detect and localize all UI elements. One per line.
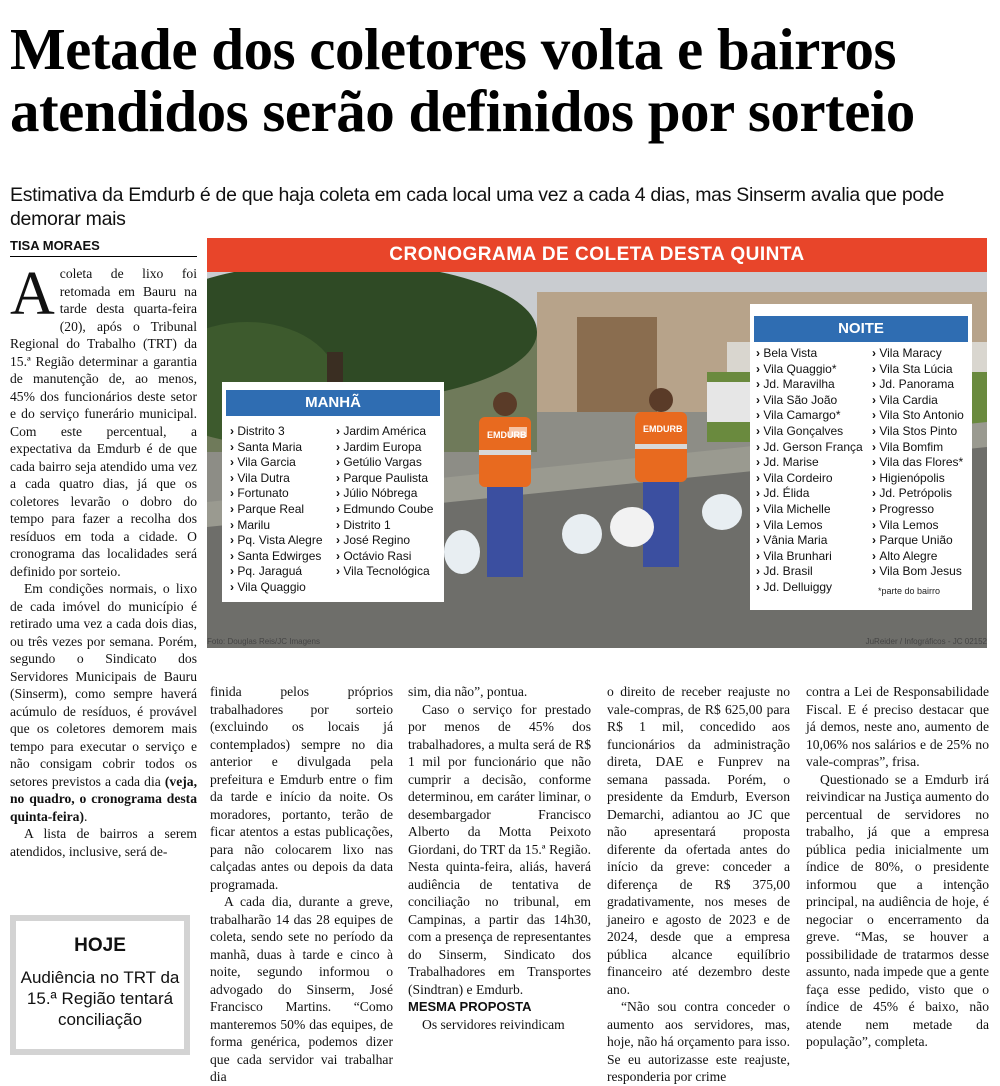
neighborhood-item: › Vila das Flores*	[872, 455, 964, 471]
neighborhood-item: › Vila Lemos	[756, 518, 863, 534]
neighborhood-item: › Jd. Gerson França	[756, 440, 863, 456]
neighborhood-item: › Parque Real	[230, 502, 323, 518]
neighborhood-item: › Jd. Delluiggy	[756, 580, 863, 596]
neighborhood-item: › Distrito 3	[230, 424, 323, 440]
paragraph: contra a Lei de Responsabilidade Fiscal. E é preciso destacar que já demos, neste ano, aumento de 10,06% nos salários e de 25% no vale-compras”, frisa.	[806, 684, 989, 769]
article-column-3	[408, 683, 591, 1033]
night-list-2	[872, 346, 964, 580]
credit-line	[207, 637, 987, 646]
morning-list-1	[230, 424, 323, 596]
paragraph: finida pelos próprios trabalhadores por sorteio (excluindo os locais já contemplados) sempre no dia anterior e divulgada pela prefeitura e Emdurb entre o fim da tarde e início da noite. Os moradores, portanto, terão de ficar atentos a estas publicações, para não colocarem lixo nas calçadas antes ou depois da data programada.	[210, 684, 393, 892]
morning-title: MANHÃ	[226, 390, 440, 416]
paragraph-end: .	[84, 808, 88, 824]
neighborhood-item: › Júlio Nóbrega	[336, 486, 433, 502]
night-list-1	[756, 346, 863, 596]
neighborhood-item: › Bela Vista	[756, 346, 863, 362]
article-column-4	[607, 683, 790, 1086]
neighborhood-item: › Parque União	[872, 533, 964, 549]
neighborhood-item: › Vila Michelle	[756, 502, 863, 518]
neighborhood-item: › Vila Maracy	[872, 346, 964, 362]
neighborhood-item: › Parque Paulista	[336, 471, 433, 487]
paragraph: Questionado se a Emdurb irá reivindicar na Justiça aumento do percentual de servidores no trabalho, já que a empresa pública pedia inicialmente um índice de 80%, o presidente informou que a intenção principal, na audiência de hoje, é negociar o encerramento da greve. “Mas, se houver a possibilidade de tratarmos desse assunto, nada impede que a gente faça esse pedido, visto que o índice de 45% é baixo, não atende nem metade da população”, completa.	[806, 771, 989, 1049]
neighborhood-item: › Santa Edwirges	[230, 549, 323, 565]
infographic-title: CRONOGRAMA DE COLETA DESTA QUINTA	[207, 238, 987, 272]
neighborhood-item: › Jardim América	[336, 424, 433, 440]
neighborhood-item: › Vila Bom Jesus	[872, 564, 964, 580]
uniform-text: EMDURB	[487, 430, 527, 440]
neighborhood-item: › Vila Cordeiro	[756, 471, 863, 487]
photo-credit: Foto: Douglas Reis/JC Imagens	[207, 637, 320, 646]
article-column-1	[10, 260, 197, 860]
neighborhood-item: › Jd. Élida	[756, 486, 863, 502]
morning-schedule-card	[222, 382, 444, 602]
neighborhood-item: › Vila Tecnológica	[336, 564, 433, 580]
night-schedule-card	[750, 304, 972, 610]
neighborhood-item: › Higienópolis	[872, 471, 964, 487]
paragraph: sim, dia não”, pontua.	[408, 684, 528, 699]
night-title: NOITE	[754, 316, 968, 342]
paragraph: A cada dia, durante a greve, trabalharão 14 das 28 equipes de coleta, sendo sete no período da manhã, duas à tarde e cinco à noite, segundo informou o advogado do Sinserm, José Francisco Martins. “Como manteremos 50% das equipes, de forma genérica, podemos dizer que cada servidor vai trabalhar dia	[210, 894, 393, 1084]
neighborhood-item: › Octávio Rasi	[336, 549, 433, 565]
neighborhood-item: › Vila Gonçalves	[756, 424, 863, 440]
neighborhood-item: › Vila Brunhari	[756, 549, 863, 565]
neighborhood-item: › Vila Dutra	[230, 471, 323, 487]
neighborhood-item: › Vila São João	[756, 393, 863, 409]
paragraph-bold: (veja, no quadro, o cronograma desta quinta-feira)	[10, 773, 197, 824]
neighborhood-item: › Pq. Jaraguá	[230, 564, 323, 580]
neighborhood-item: › Vila Stos Pinto	[872, 424, 964, 440]
paragraph: coleta de lixo foi retomada em Bauru na tarde desta quarta-feira (20), após o Tribunal Regional do Trabalho (TRT) da 15.ª Região determinar a garantia de manutenção de, ao menos, 45% dos funcionários deste setor e do serviço funerário municipal. Com este percentual, a expectativa da Emdurb é de que cada bairro seja atendido uma vez a cada quatro dias, já que os coletores levarão o dobro do tempo para fazer a recolha dos resíduos em toda a cidade. O cronograma das localidades será definido por sorteio.	[10, 266, 197, 579]
footnote: *parte do bairro	[878, 586, 941, 596]
paragraph: o direito de receber reajuste no vale-compras, de R$ 625,00 para R$ 1 mil, concedido aos funcionários da administração direta, DAE e Funprev na semana passada. Porém, o presidente da Emdurb, Everson Demarchi, adiantou ao JC que não apresentará proposta diferente da ofertada antes do início da greve: conceder a diferença de R$ 375,00 gradativamente, nos meses de janeiro e agosto de 2023 e de 2024, desde que a empresa pública alcance equilíbrio financeiro até dezembro deste ano.	[607, 684, 790, 997]
neighborhood-item: › Jd. Panorama	[872, 377, 964, 393]
neighborhood-item: › Marilu	[230, 518, 323, 534]
neighborhood-item: › Jd. Maravilha	[756, 377, 863, 393]
neighborhood-item: › Vila Camargo*	[756, 408, 863, 424]
neighborhood-item: › Vila Lemos	[872, 518, 964, 534]
subheadline: Estimativa da Emdurb é de que haja coleta em cada local uma vez a cada 4 dias, mas Sinserm avalia que pode demorar mais	[10, 184, 944, 230]
uniform-text: EMDURB	[643, 424, 683, 434]
neighborhood-item: › Santa Maria	[230, 440, 323, 456]
hoje-title: HOJE	[74, 935, 126, 956]
neighborhood-item: › Progresso	[872, 502, 964, 518]
article-column-2	[210, 683, 393, 1086]
neighborhood-item: › Pq. Vista Alegre	[230, 533, 323, 549]
neighborhood-item: › Alto Alegre	[872, 549, 964, 565]
neighborhood-item: › Fortunato	[230, 486, 323, 502]
paragraph: Em condições normais, o lixo de cada imóvel do município é retirado uma vez a cada dois dias, ou três vezes por semana. Porém, segundo o Sindicato dos Servidores Municipais de Bauru (Sinserm), como sempre haverá acúmulo de resíduos, é provável que os coletores demorem mais tempo para executar o serviço e não consigam cobrir todos os setores previstos a cada dia	[10, 581, 197, 789]
neighborhood-item: › Distrito 1	[336, 518, 433, 534]
neighborhood-item: › Jd. Marise	[756, 455, 863, 471]
neighborhood-item: › Vila Garcia	[230, 455, 323, 471]
neighborhood-item: › Vila Bomfim	[872, 440, 964, 456]
neighborhood-item: › Vânia Maria	[756, 533, 863, 549]
neighborhood-item: › Vila Quaggio*	[756, 362, 863, 378]
neighborhood-item: › Getúlio Vargas	[336, 455, 433, 471]
neighborhood-item: › Vila Cardia	[872, 393, 964, 409]
paragraph: Os servidores reivindicam	[422, 1016, 565, 1032]
article-column-5	[806, 683, 989, 1051]
hoje-body: Audiência no TRT da 15.ª Região tentará conciliação	[20, 968, 180, 1029]
neighborhood-item: › Jardim Europa	[336, 440, 433, 456]
neighborhood-item: › José Regino	[336, 533, 433, 549]
headline: Metade dos coletores volta e bairros atendidos serão definidos por sorteio	[10, 16, 915, 144]
neighborhood-item: › Vila Quaggio	[230, 580, 323, 596]
info-credit: JuReider / Infográficos - JC 02152	[865, 637, 987, 646]
neighborhood-item: › Vila Sto Antonio	[872, 408, 964, 424]
neighborhood-item: › Jd. Petrópolis	[872, 486, 964, 502]
neighborhood-item: › Edmundo Coube	[336, 502, 433, 518]
neighborhood-item: › Jd. Brasil	[756, 564, 863, 580]
section-subtitle: MESMA PROPOSTA	[408, 999, 532, 1014]
dropcap: A	[10, 260, 55, 328]
paragraph: A lista de bairros a serem atendidos, inclusive, será de-	[10, 826, 197, 859]
hoje-box	[10, 915, 190, 1055]
paragraph: Caso o serviço for prestado por menos de 45% dos trabalhadores, a multa será de R$ 1 mil por funcionário que não cumprir a decisão, conforme determinou, em caráter liminar, o desembargador Francisco Alberto da Motta Peixoto Giordani, do TRT da 15.ª Região. Nesta quinta-feira, aliás, haverá audiência de tentativa de conciliação no tribunal, em Campinas, a partir das 14h30, com a presença de representantes do Sinserm, Sindicato dos Trabalhadores em Transportes (Sindtran) e Emdurb.	[408, 701, 591, 997]
neighborhood-item: › Vila Sta Lúcia	[872, 362, 964, 378]
paragraph: “Não sou contra conceder o aumento aos servidores, mas, hoje, não há orçamento para isso. Se eu autorizasse este reajuste, responderia por crime	[607, 999, 790, 1084]
morning-list-2	[336, 424, 433, 580]
byline: TISA MORAES	[10, 238, 197, 257]
